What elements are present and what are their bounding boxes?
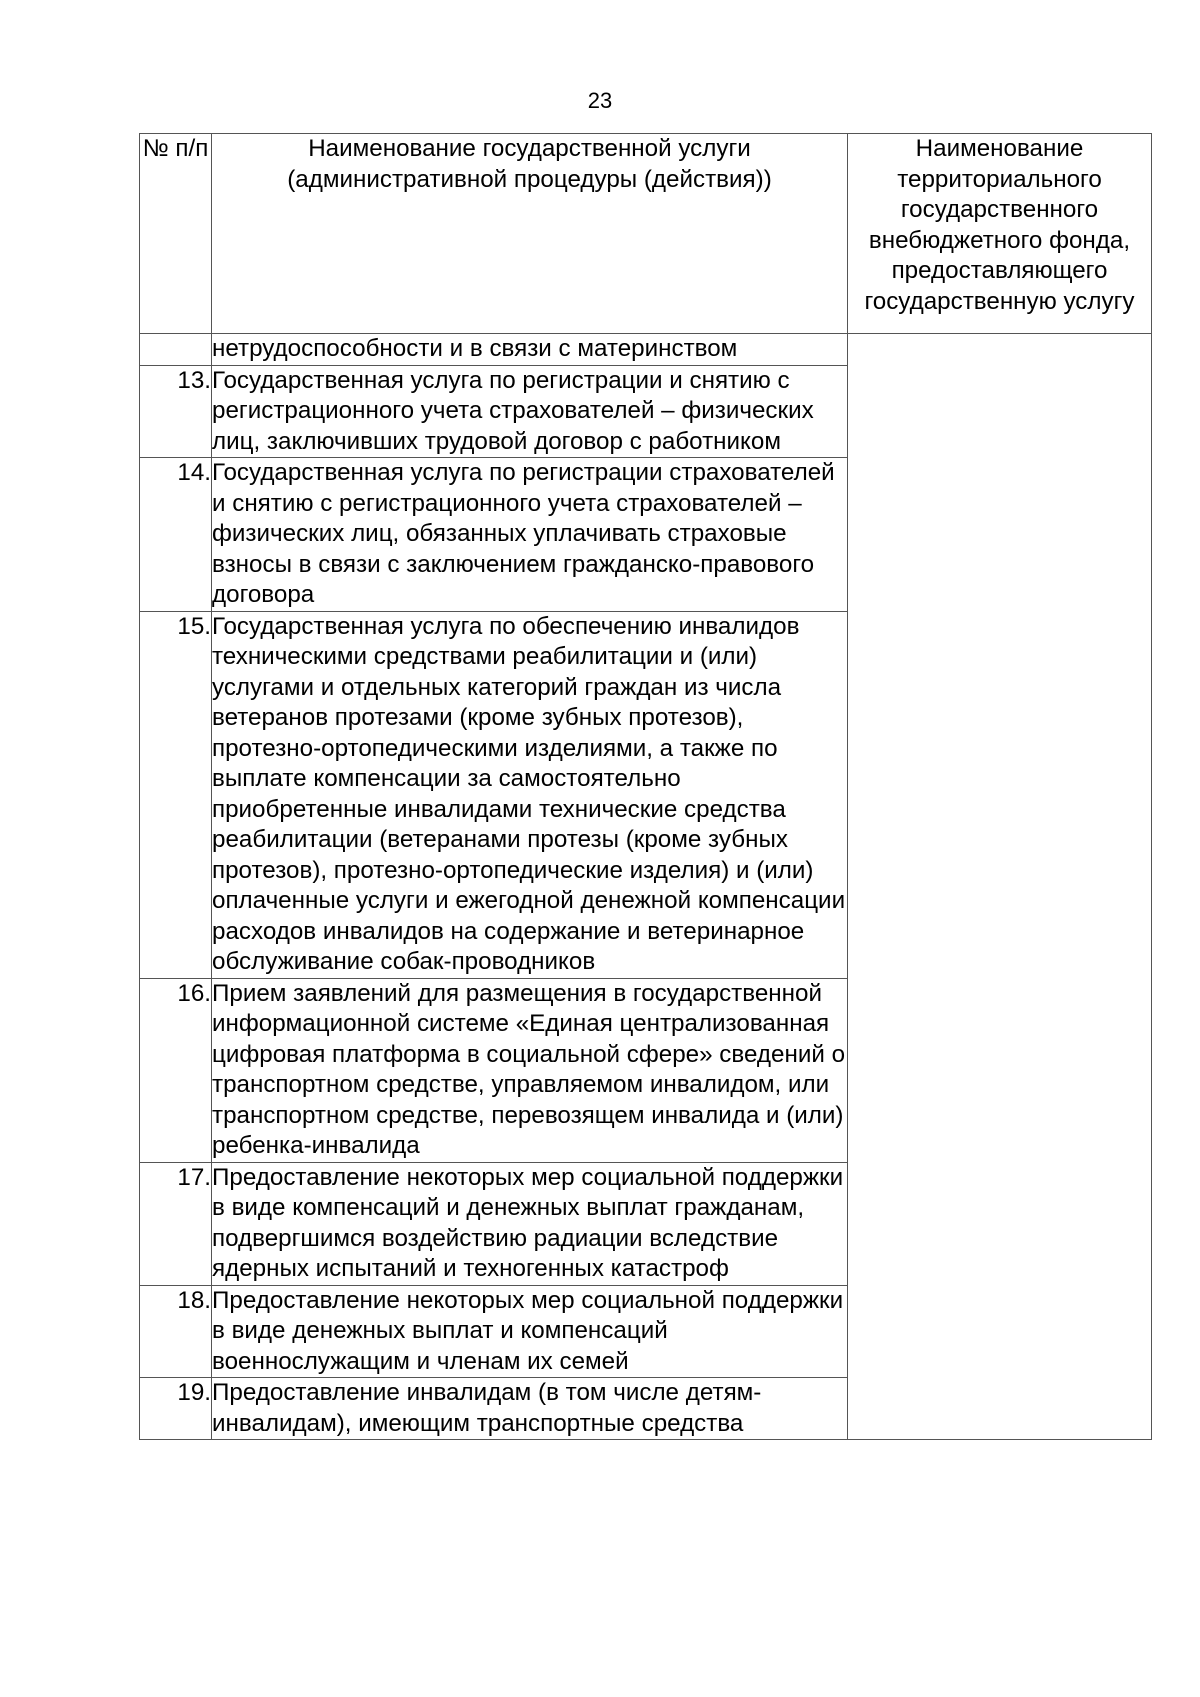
row-number: 14.	[140, 458, 212, 612]
header-number: № п/п	[140, 134, 212, 334]
row-service-name: Прием заявлений для размещения в государственной информационной системе «Единая централизованная цифровая платформа в социальной сфере» сведений о транспортном средстве, управляемом инвалидом, или транспортном средстве, перевозящем инвалида и (или) ребенка-инвалида	[212, 978, 848, 1162]
row-service-name: Государственная услуга по регистрации и снятию с регистрационного учета страхователей – физических лиц, заключивших трудовой договор с работником	[212, 365, 848, 458]
table-row	[140, 334, 1152, 366]
page-number: 23	[587, 88, 613, 113]
row-service-name: нетрудоспособности и в связи с материнством	[212, 334, 848, 366]
row-service-name: Предоставление инвалидам (в том числе детям-инвалидам), имеющим транспортные средства	[212, 1378, 848, 1440]
row-number: 17.	[140, 1162, 212, 1285]
row-number: 19.	[140, 1378, 212, 1440]
row-service-name: Государственная услуга по регистрации страхователей и снятию с регистрационного учета страхователей – физических лиц, обязанных уплачивать страховые взносы в связи с заключением гражданско-правового договора	[212, 458, 848, 612]
row-number	[140, 334, 212, 366]
fund-cell	[848, 334, 1152, 1440]
table-header-row	[140, 134, 1152, 334]
row-number: 13.	[140, 365, 212, 458]
row-number: 18.	[140, 1285, 212, 1378]
row-number: 16.	[140, 978, 212, 1162]
row-service-name: Государственная услуга по обеспечению инвалидов техническими средствами реабилитации и (или) услугами и отдельных категорий граждан из числа ветеранов протезами (кроме зубных протезов), протезно-ортопедическими изделиями, а также по выплате компенсации за самостоятельно приобретенные инвалидами технические средства реабилитации (ветеранами протезы (кроме зубных протезов), протезно-ортопедические изделия) и (или) оплаченные услуги и ежегодной денежной компенсации расходов инвалидов на содержание и ветеринарное обслуживание собак-проводников	[212, 611, 848, 978]
row-service-name: Предоставление некоторых мер социальной поддержки в виде денежных выплат и компенсаций военнослужащим и членам их семей	[212, 1285, 848, 1378]
services-table	[139, 133, 1152, 1440]
header-fund-name: Наименование территориального государственного внебюджетного фонда, предоставляющего государственную услугу	[848, 134, 1152, 334]
row-service-name: Предоставление некоторых мер социальной поддержки в виде компенсаций и денежных выплат гражданам, подвергшимся воздействию радиации вследствие ядерных испытаний и техногенных катастроф	[212, 1162, 848, 1285]
row-number: 15.	[140, 611, 212, 978]
header-service-name: Наименование государственной услуги (административной процедуры (действия))	[212, 134, 848, 334]
